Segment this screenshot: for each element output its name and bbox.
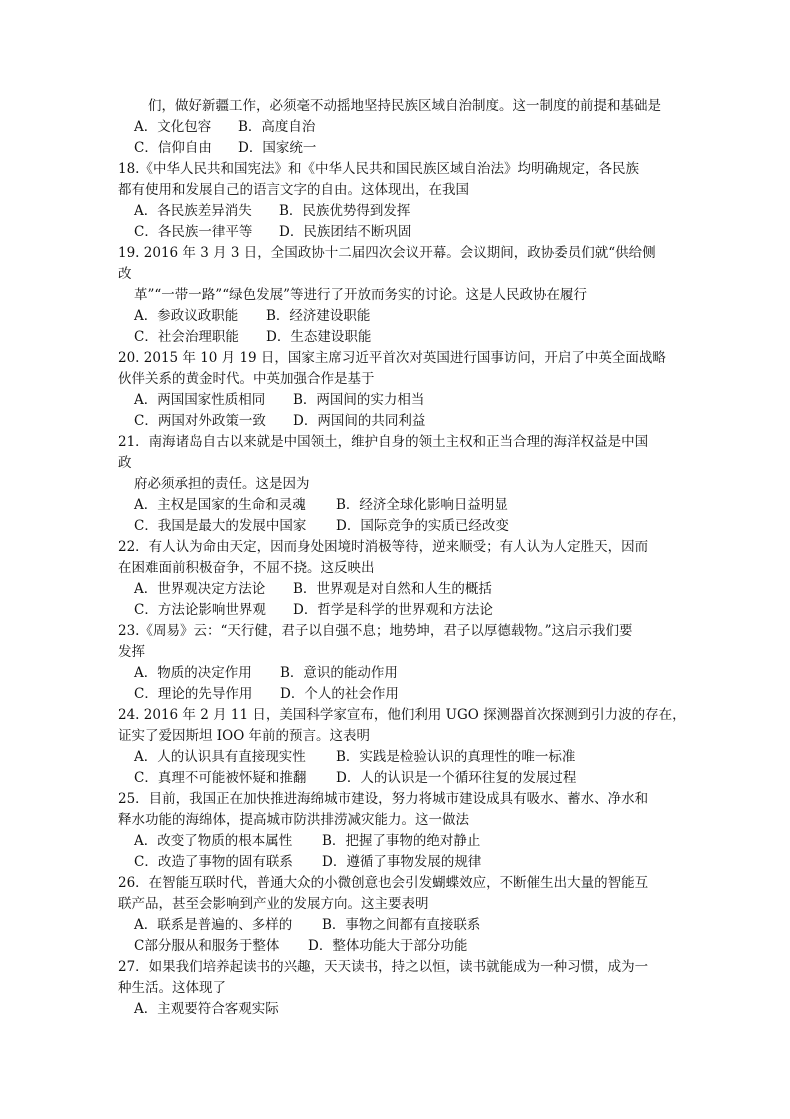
option-d: D．整体功能大于部分功能 bbox=[308, 938, 468, 954]
option-c: C．改造了事物的固有联系 bbox=[134, 854, 293, 870]
option-b: B．事物之间都有直接联系 bbox=[322, 917, 481, 933]
question-22-stem: 22．有人认为命由天定，因而身处困境时消极等待，逆来顺受；有人认为人定胜天，因而 bbox=[118, 539, 649, 555]
question-27-stem: 种生活。这体现了 bbox=[118, 980, 226, 996]
option-d: D．个人的社会作用 bbox=[280, 686, 399, 702]
option-c: C．各民族一律平等 bbox=[134, 224, 253, 240]
question-20-stem: 伙伴关系的黄金时代。中英加强合作是基于 bbox=[118, 371, 375, 387]
option-b: B．把握了事物的绝对静止 bbox=[322, 833, 481, 849]
option-d: D．国家统一 bbox=[238, 140, 317, 156]
option-c: C．两国对外政策一致 bbox=[134, 413, 266, 429]
option-c: C．方法论影响世界观 bbox=[134, 602, 266, 618]
question-27-stem: 27．如果我们培养起读书的兴趣，天天读书，持之以恒，读书就能成为一种习惯，成为一 bbox=[118, 959, 649, 975]
question-19-stem: 19. 2016 年 3 月 3 日，全国政协十二届四次会议开幕。会议期间，政协委员们就“供给侧 bbox=[118, 245, 656, 261]
question-22-stem: 在困难面前积极奋争，不屈不挠。这反映出 bbox=[118, 560, 375, 576]
question-21-stem: 政 bbox=[118, 455, 132, 471]
question-19-stem: 改 bbox=[118, 266, 132, 282]
option-a: A．物质的决定作用 bbox=[134, 665, 252, 681]
option-b: B．实践是检验认识的真理性的唯一标准 bbox=[336, 749, 576, 765]
option-d: D．遵循了事物发展的规律 bbox=[322, 854, 482, 870]
option-a: A．两国国家性质相同 bbox=[134, 392, 266, 408]
option-b: B．高度自治 bbox=[238, 119, 316, 135]
option-a: A．联系是普遍的、多样的 bbox=[134, 917, 293, 933]
question-21-stem: 府必须承担的责任。这是因为 bbox=[134, 476, 310, 492]
option-a: A．各民族差异消失 bbox=[134, 203, 252, 219]
option-d: D．两国间的共同利益 bbox=[293, 413, 426, 429]
question-24-stem: 证实了爱因斯坦 IOO 年前的预言。这表明 bbox=[118, 728, 371, 744]
question-23-stem: 23.《周易》云：“天行健，君子以自强不息；地势坤，君子以厚德载物。”这启示我们要 bbox=[118, 623, 633, 639]
question-25-stem: 释水功能的海绵体，提高城市防洪排涝减灾能力。这一做法 bbox=[118, 812, 469, 828]
question-24-stem: 24. 2016 年 2 月 11 日，美国科学家宣布，他们利用 UGO 探测器首次探测到引力波的存在， bbox=[118, 707, 686, 723]
option-d: D．生态建设职能 bbox=[266, 329, 372, 345]
option-c: C．社会治理职能 bbox=[134, 329, 239, 345]
question-21-stem: 21．南海诸岛自古以来就是中国领土，维护自身的领土主权和正当合理的海洋权益是中国 bbox=[118, 434, 649, 450]
question-19-stem: 革”“一带一路”“绿色发展”等进行了开放而务实的讨论。这是人民政协在履行 bbox=[134, 287, 588, 303]
option-d: D．人的认识是一个循环往复的发展过程 bbox=[336, 770, 577, 786]
question-18-stem: 18.《中华人民共和国宪法》和《中华人民共和国民族区域自治法》均明确规定，各民族 bbox=[118, 161, 639, 177]
option-a: A．参政议政职能 bbox=[134, 308, 239, 324]
option-c: C．真理不可能被怀疑和推翻 bbox=[134, 770, 307, 786]
text-line: 们，做好新疆工作，必须毫不动摇地坚持民族区域自治制度。这一制度的前提和基础是 bbox=[148, 98, 661, 114]
option-c: C．信仰自由 bbox=[134, 140, 212, 156]
option-a: A．主权是国家的生命和灵魂 bbox=[134, 497, 306, 513]
option-d: D．国际竞争的实质已经改变 bbox=[336, 518, 509, 534]
option-b: B．世界观是对自然和人生的概括 bbox=[293, 581, 492, 597]
question-18-stem: 都有使用和发展自己的语言文字的自由。这体现出，在我国 bbox=[118, 182, 469, 198]
option-a: A．人的认识具有直接现实性 bbox=[134, 749, 306, 765]
option-a: A．文化包容 bbox=[134, 119, 212, 135]
option-b: B．民族优势得到发挥 bbox=[279, 203, 411, 219]
option-c: C．理论的先导作用 bbox=[134, 686, 253, 702]
option-c: C．我国是最大的发展中国家 bbox=[134, 518, 307, 534]
question-23-stem: 发挥 bbox=[118, 644, 145, 660]
option-c: C部分服从和服务于整体 bbox=[134, 938, 280, 954]
option-b: B．两国间的实力相当 bbox=[293, 392, 425, 408]
option-b: B．经济全球化影响日益明显 bbox=[336, 497, 508, 513]
option-a: A．改变了物质的根本属性 bbox=[134, 833, 293, 849]
question-25-stem: 25．目前，我国正在加快推进海绵城市建设，努力将城市建设成具有吸水、蓄水、净水和 bbox=[118, 791, 649, 807]
option-d: D．民族团结不断巩固 bbox=[279, 224, 412, 240]
option-b: B．意识的能动作用 bbox=[280, 665, 398, 681]
option-d: D．哲学是科学的世界观和方法论 bbox=[293, 602, 493, 618]
option-a: A．世界观决定方法论 bbox=[134, 581, 266, 597]
option-b: B．经济建设职能 bbox=[266, 308, 371, 324]
option-a: A．主观要符合客观实际 bbox=[134, 1001, 279, 1017]
question-26-stem: 26．在智能互联时代，普通大众的小微创意也会引发蝴蝶效应，不断催生出大量的智能互 bbox=[118, 875, 649, 891]
question-26-stem: 联产品，甚至会影响到产业的发展方向。这主要表明 bbox=[118, 896, 429, 912]
question-20-stem: 20. 2015 年 10 月 19 日，国家主席习近平首次对英国进行国事访问，开启了中英全面战略 bbox=[118, 350, 666, 366]
